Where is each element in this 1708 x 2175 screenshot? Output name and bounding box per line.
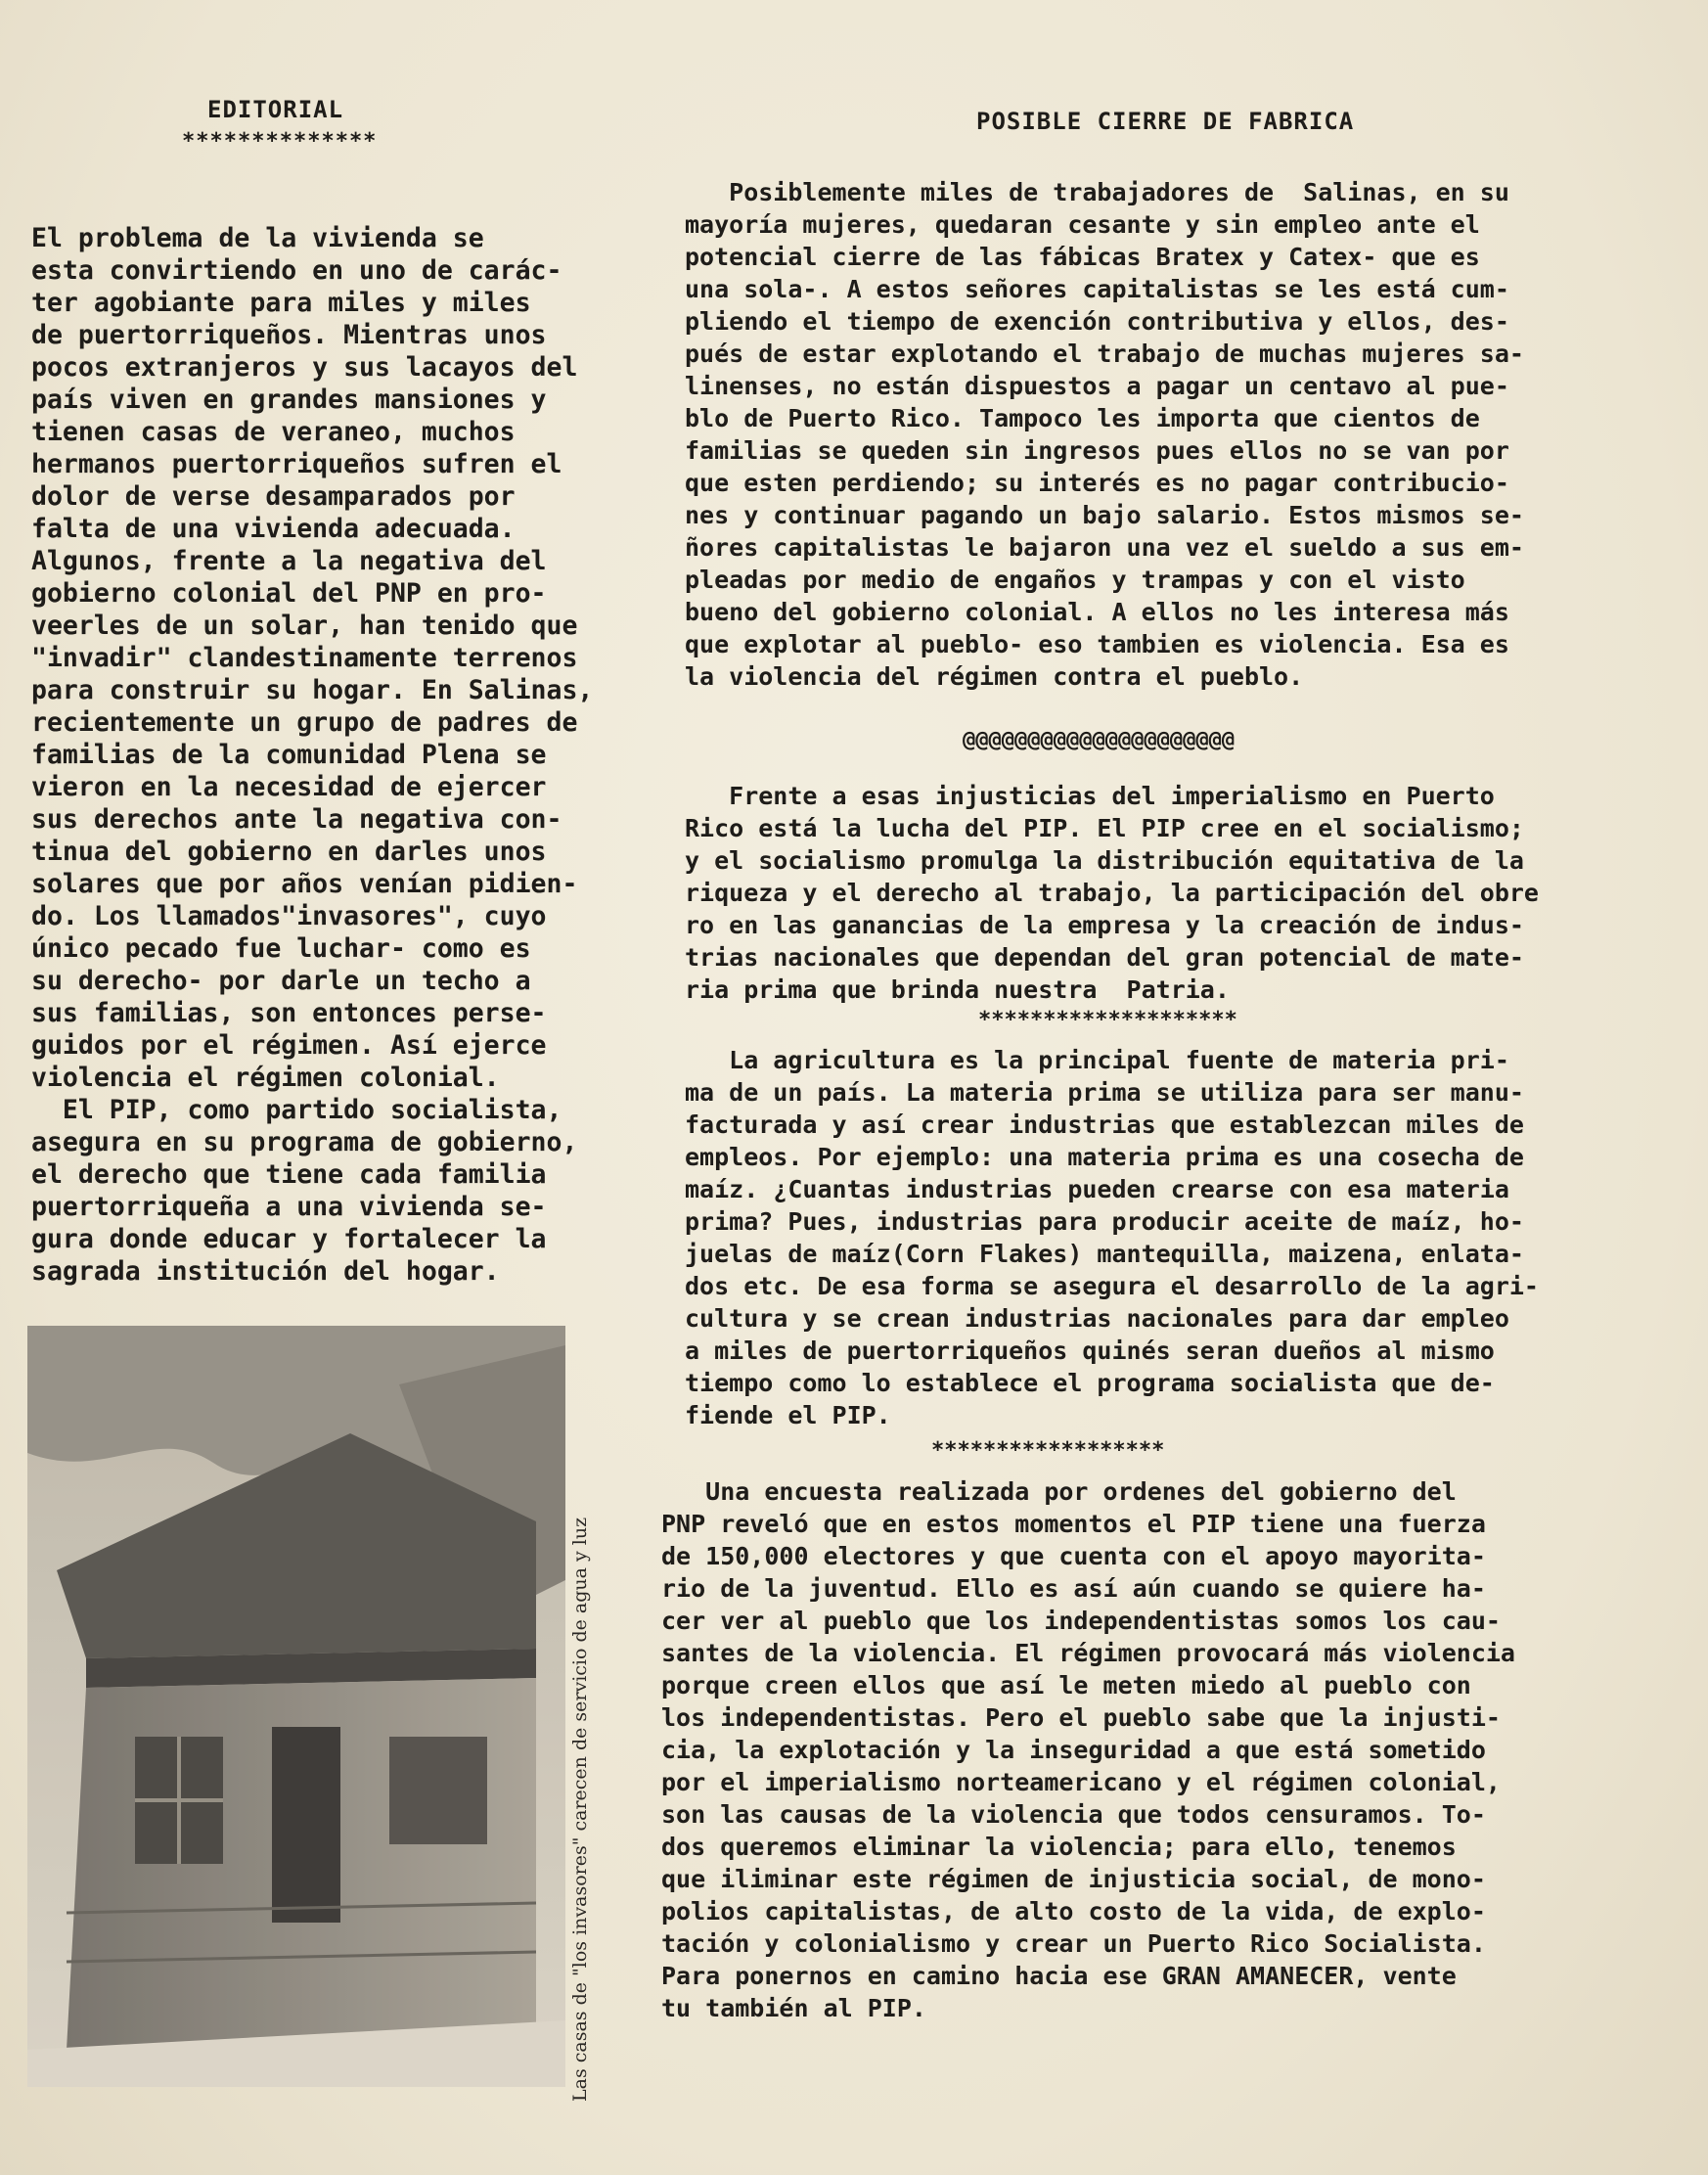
text-line: prima? Pues, industrias para producir aceite de maíz, ho-	[685, 1207, 1524, 1236]
photo-image	[27, 1326, 565, 2087]
text-line: gobierno colonial del PNP en pro-	[31, 578, 547, 609]
text-line: ro en las ganancias de la empresa y la creación de indus-	[685, 911, 1524, 939]
text-line: potencial cierre de las fábicas Bratex y Catex- que es	[685, 243, 1480, 271]
text-line: de 150,000 electores y que cuenta con el apoyo mayorita-	[661, 1542, 1486, 1570]
text-line: a miles de puertorriqueños quinés seran dueños al mismo	[685, 1337, 1495, 1365]
editorial-body	[31, 222, 593, 1288]
text-line: puertorriqueña a una vivienda se-	[31, 1192, 547, 1222]
text-line: violencia el régimen colonial.	[31, 1063, 500, 1093]
text-line: solares que por años venían pidien-	[31, 869, 578, 899]
text-line: dos etc. De esa forma se asegura el desarrollo de la agri-	[685, 1272, 1539, 1300]
text-line: Rico está la lucha del PIP. El PIP cree en el socialismo;	[685, 814, 1524, 842]
text-line: dolor de verse desamparados por	[31, 481, 516, 512]
invasores-houses-photo	[27, 1326, 565, 2087]
text-line: por el imperialismo norteamericano y el régimen colonial,	[661, 1768, 1501, 1796]
text-line: que iliminar este régimen de injusticia social, de mono-	[661, 1865, 1486, 1893]
article-divider-2: ********************	[978, 1008, 1237, 1032]
text-line: sagrada institución del hogar.	[31, 1256, 500, 1287]
text-line: esta convirtiendo en uno de carác-	[31, 255, 562, 286]
text-line: rio de la juventud. Ello es así aún cuando se quiere ha-	[661, 1574, 1486, 1603]
text-line: y el socialismo promulga la distribución equitativa de la	[685, 846, 1524, 875]
text-line: asegura en su programa de gobierno,	[31, 1127, 578, 1157]
text-line: juelas de maíz(Corn Flakes) mantequilla, maizena, enlata-	[685, 1240, 1524, 1268]
text-line: Frente a esas injusticias del imperialismo en Puerto	[685, 782, 1495, 810]
text-line: cultura y se crean industrias nacionales para dar empleo	[685, 1304, 1509, 1333]
text-line: Una encuesta realizada por ordenes del gobierno del	[661, 1477, 1457, 1506]
text-line: linenses, no están dispuestos a pagar un centavo al pue-	[685, 372, 1509, 400]
text-line: ria prima que brinda nuestra Patria.	[685, 975, 1230, 1004]
text-line: hermanos puertorriqueños sufren el	[31, 449, 562, 479]
text-line: tiempo como lo establece el programa socialista que de-	[685, 1369, 1495, 1397]
article-para-1	[685, 176, 1524, 693]
text-line: do. Los llamados"invasores", cuyo	[31, 901, 547, 931]
text-line: Para ponernos en camino hacia ese GRAN AMANECER, vente	[661, 1962, 1457, 1990]
text-line: ñores capitalistas le bajaron una vez el sueldo a sus em-	[685, 533, 1524, 562]
text-line: La agricultura es la principal fuente de materia pri-	[685, 1046, 1509, 1074]
text-line: de puertorriqueños. Mientras unos	[31, 320, 547, 350]
text-line: PNP reveló que en estos momentos el PIP tiene una fuerza	[661, 1510, 1486, 1538]
article-para-3	[685, 1044, 1539, 1431]
text-line: El problema de la vivienda se	[31, 223, 484, 253]
text-line: pués de estar explotando el trabajo de muchas mujeres sa-	[685, 340, 1524, 368]
text-line: tu también al PIP.	[661, 1994, 926, 2022]
text-line: familias se queden sin ingresos pues ellos no se van por	[685, 436, 1509, 465]
text-line: su derecho- por darle un techo a	[31, 966, 531, 996]
text-line: tación y colonialismo y crear un Puerto Rico Socialista.	[661, 1929, 1486, 1958]
text-line: ter agobiante para miles y miles	[31, 288, 531, 318]
text-line: el derecho que tiene cada familia	[31, 1159, 547, 1190]
text-line: guidos por el régimen. Así ejerce	[31, 1030, 547, 1061]
text-line: para construir su hogar. En Salinas,	[31, 675, 594, 705]
text-line: empleos. Por ejemplo: una materia prima es una cosecha de	[685, 1143, 1524, 1171]
text-line: tienen casas de veraneo, muchos	[31, 417, 516, 447]
editorial-title: EDITORIAL	[207, 96, 344, 123]
text-line: cia, la explotación y la inseguridad a que está sometido	[661, 1736, 1486, 1764]
text-line: vieron en la necesidad de ejercer	[31, 772, 547, 802]
text-line: pocos extranjeros y sus lacayos del	[31, 352, 578, 383]
text-line: falta de una vivienda adecuada.	[31, 514, 516, 544]
text-line: pleadas por medio de engaños y trampas y con el visto	[685, 566, 1465, 594]
article-para-2	[685, 780, 1539, 1006]
article-title: POSIBLE CIERRE DE FABRICA	[976, 108, 1355, 135]
text-line: tinua del gobierno en darles unos	[31, 837, 547, 867]
text-line: bueno del gobierno colonial. A ellos no les interesa más	[685, 598, 1509, 626]
text-line: trias nacionales que dependan del gran potencial de mate-	[685, 943, 1524, 972]
text-line: familias de la comunidad Plena se	[31, 740, 547, 770]
text-line: maíz. ¿Cuantas industrias pueden crearse con esa materia	[685, 1175, 1509, 1203]
text-line: país viven en grandes mansiones y	[31, 385, 547, 415]
text-line: santes de la violencia. El régimen provocará más violencia	[661, 1639, 1515, 1667]
text-line: facturada y así crear industrias que establezcan miles de	[685, 1110, 1524, 1139]
text-line: blo de Puerto Rico. Tampoco les importa que cientos de	[685, 404, 1480, 432]
text-line: cer ver al pueblo que los independentistas somos los cau-	[661, 1607, 1501, 1635]
text-line: polios capitalistas, de alto costo de la vida, de explo-	[661, 1897, 1486, 1926]
photo-caption: Las casas de "los invasores" carecen de servicio de agua y luz	[569, 1517, 591, 2102]
text-line: son las causas de la violencia que todos censuramos. To-	[661, 1800, 1486, 1829]
text-line: mayoría mujeres, quedaran cesante y sin empleo ante el	[685, 210, 1480, 239]
text-line: dos queremos eliminar la violencia; para ello, tenemos	[661, 1833, 1457, 1861]
text-line: nes y continuar pagando un bajo salario. Estos mismos se-	[685, 501, 1524, 529]
text-line: gura donde educar y fortalecer la	[31, 1224, 547, 1254]
text-line: veerles de un solar, han tenido que	[31, 611, 578, 641]
text-line: sus derechos ante la negativa con-	[31, 804, 562, 835]
text-line: Posiblemente miles de trabajadores de Salinas, en su	[685, 178, 1509, 206]
article-divider-3: ******************	[931, 1438, 1165, 1463]
article-para-4	[661, 1475, 1515, 2024]
text-line: El PIP, como partido socialista,	[31, 1095, 562, 1125]
text-line: riqueza y el derecho al trabajo, la participación del obre	[685, 879, 1539, 907]
editorial-stars: **************	[182, 129, 378, 154]
text-line: "invadir" clandestinamente terrenos	[31, 643, 578, 673]
text-line: porque creen ellos que así le meten miedo al pueblo con	[661, 1671, 1471, 1699]
text-line: fiende el PIP.	[685, 1401, 891, 1429]
text-line: pliendo el tiempo de exención contributiva y ellos, des-	[685, 307, 1509, 336]
text-line: ma de un país. La materia prima se utiliza para ser manu-	[685, 1078, 1524, 1107]
article-divider-1: @@@@@@@@@@@@@@@@@@@@@	[963, 728, 1236, 752]
text-line: recientemente un grupo de padres de	[31, 707, 578, 738]
text-line: sus familias, son entonces perse-	[31, 998, 547, 1028]
text-line: único pecado fue luchar- como es	[31, 933, 531, 964]
text-line: una sola-. A estos señores capitalistas se les está cum-	[685, 275, 1509, 303]
text-line: los independentistas. Pero el pueblo sabe que la injusti-	[661, 1703, 1501, 1732]
text-line: que esten perdiendo; su interés es no pagar contribucio-	[685, 469, 1509, 497]
text-line: Algunos, frente a la negativa del	[31, 546, 547, 576]
text-line: que explotar al pueblo- eso tambien es violencia. Esa es	[685, 630, 1509, 658]
text-line: la violencia del régimen contra el pueblo.	[685, 662, 1304, 691]
